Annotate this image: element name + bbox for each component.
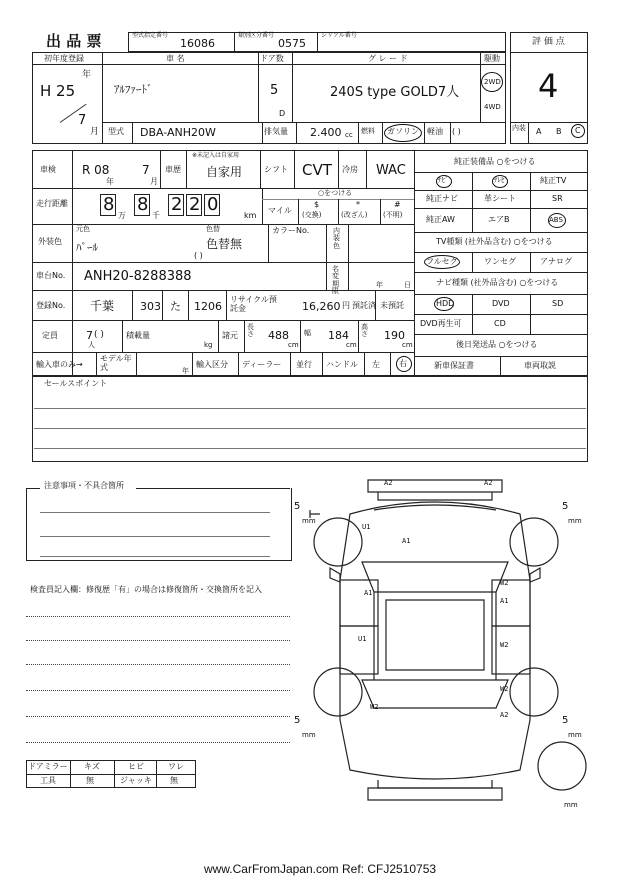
- damage-mark: A1: [500, 597, 509, 605]
- handle-left: 左: [372, 360, 380, 369]
- later-manual: 車両取説: [524, 361, 556, 370]
- inspection-label: 車検: [40, 165, 56, 174]
- height-value: 190: [384, 329, 405, 342]
- mileage-circle-note: ○をつける: [318, 189, 353, 197]
- color-original: ﾊﾟｰﾙ: [76, 241, 98, 254]
- reg-kana: た: [170, 300, 181, 313]
- serial-label: シリアル番号: [321, 32, 357, 39]
- nav-dvd-play: DVD再生可: [420, 319, 462, 328]
- chassis-value: ANH20-8288388: [84, 269, 192, 284]
- equip-abs: ABS: [549, 216, 563, 224]
- name-change-label: 名変期限: [332, 265, 339, 296]
- doc-title: 出 品 票: [46, 32, 102, 50]
- damage-mark: A2: [484, 479, 493, 487]
- dealer-option: ディーラー: [242, 360, 282, 369]
- first-reg-label: 初年度登録: [44, 54, 84, 63]
- load-label: 積載量: [126, 331, 150, 340]
- mileage-digit: 0: [207, 194, 219, 215]
- interior-b: B: [556, 127, 562, 136]
- mileage-digit: 2: [171, 194, 183, 215]
- equip-sunroof: SR: [552, 194, 563, 203]
- use-note: ※未記入は自家用: [192, 152, 240, 159]
- tv-one-seg: ワンセグ: [484, 257, 516, 266]
- reg-area: 千葉: [90, 299, 115, 313]
- damage-mark: A1: [402, 537, 411, 545]
- nav-hdd: HDD: [436, 299, 455, 308]
- dimension-label: 諸元: [222, 331, 238, 340]
- width-value: 184: [328, 329, 349, 342]
- nav-title: ナビ種類 (社外品含む) ○をつける: [436, 278, 559, 287]
- capacity-value: 7: [86, 329, 93, 342]
- damage-mark: W2: [500, 685, 509, 693]
- tools-jack-value: 無: [170, 776, 178, 785]
- later-warranty: 新車保証書: [434, 361, 474, 370]
- tools-header-crack: ヒビ: [128, 762, 144, 771]
- inspector-label: 検査員記入欄：修復歴「有」の場合は修復箇所・交換箇所を記入: [30, 585, 262, 594]
- class-no-label: 類別区分番号: [238, 32, 275, 39]
- shift-value: CVT: [302, 161, 332, 179]
- drive-2wd: 2WD: [484, 78, 501, 86]
- drive-4wd: 4WD: [484, 103, 501, 111]
- damage-mark: U1: [362, 523, 371, 531]
- watermark: www.CarFromJapan.com Ref: CFJ2510753: [203, 862, 437, 876]
- fuel-label: 燃料: [361, 127, 375, 135]
- equip-genuine-tv: 純正TV: [540, 176, 567, 185]
- tire-rl-depth: 5: [294, 715, 301, 726]
- damage-mark: A1: [364, 589, 373, 597]
- tv-analog: アナログ: [540, 257, 572, 266]
- doors-value: 5: [270, 83, 279, 98]
- equip-tv: ﾃﾚﾋﾞ: [494, 176, 508, 184]
- car-name: ｱﾙﾌｧｰﾄﾞ: [114, 83, 153, 96]
- caution-label: 注意事項・不具合箇所: [44, 481, 124, 490]
- model-no-label: 型式指定番号: [132, 32, 169, 39]
- chassis-label: 車台No.: [36, 271, 66, 280]
- color-label: 外装色: [38, 237, 62, 246]
- length-value: 488: [268, 329, 289, 342]
- recycle-deposited: 預託済: [352, 301, 376, 310]
- score-value: 4: [538, 67, 559, 105]
- interior-c: C: [575, 126, 581, 135]
- mileage-label: 走行距離: [36, 199, 68, 208]
- inspection-month: 7: [142, 163, 150, 177]
- damage-mark: W2: [500, 641, 509, 649]
- reg-number: 1206: [194, 300, 222, 313]
- doors-label: ドア数: [260, 54, 284, 63]
- type-label: 型式: [108, 127, 124, 136]
- equipment-title: 純正装備品 ○をつける: [454, 157, 536, 166]
- tv-full-seg: フルセグ: [426, 257, 458, 266]
- model-no-value: 16086: [180, 37, 215, 50]
- reg-class: 303: [140, 300, 161, 313]
- handle-right: 右: [399, 359, 407, 368]
- equip-nav: ﾅﾋﾞ: [438, 176, 449, 184]
- mileage-digit: 2: [189, 194, 201, 215]
- grade-value: 240S type GOLD7人: [330, 85, 460, 100]
- tools-tool-label: 工具: [40, 776, 56, 785]
- sales-point-label: セールスポイント: [44, 379, 108, 388]
- nav-cd: CD: [494, 319, 506, 328]
- import-label: 輸入車のみ→: [36, 360, 83, 369]
- fuel-gasoline: ガソリン: [387, 127, 419, 136]
- tv-title: TV種類 (社外品含む) ○をつける: [436, 237, 553, 246]
- tools-header-mirror: ドアミラー: [28, 762, 68, 771]
- equip-genuine-aw: 純正AW: [426, 215, 455, 224]
- nav-sd: SD: [552, 299, 564, 308]
- tire-spare-unit: mm: [564, 801, 578, 809]
- registration-label: 登録No.: [36, 301, 66, 310]
- tools-tool-value: 無: [86, 776, 94, 785]
- tire-fl-depth: 5: [294, 501, 301, 512]
- mileage-digit: 8: [137, 194, 149, 215]
- first-reg-era: H 25: [40, 82, 76, 100]
- recycle-label: リサイクル預託金: [230, 295, 277, 314]
- mileage-opt-exchange: (交換): [302, 211, 322, 219]
- inspection-era: R 08: [82, 163, 110, 177]
- tools-jack-label: ジャッキ: [120, 776, 152, 785]
- damage-mark: W2: [500, 579, 509, 587]
- car-name-label: 車 名: [166, 54, 185, 63]
- mileage-opt-unknown: (不明): [383, 211, 403, 219]
- parallel-option: 並行: [296, 360, 312, 369]
- tools-header-scratch: キズ: [84, 762, 100, 771]
- drive-label: 駆動: [484, 54, 500, 63]
- tire-fr-depth: 5: [562, 501, 569, 512]
- damage-mark: U1: [358, 635, 367, 643]
- car-damage-diagram: [290, 470, 590, 810]
- color-no-label: カラーNo.: [272, 226, 310, 235]
- equip-genuine-nav: 純正ナビ: [426, 194, 458, 203]
- first-reg-month: 7: [78, 113, 87, 128]
- equip-airbag: エアB: [488, 215, 510, 224]
- ac-label: 冷房: [342, 165, 358, 174]
- interior-a: A: [536, 127, 542, 136]
- recycle-not-deposited: 未預託: [380, 301, 404, 310]
- displacement-value: 2.400: [310, 126, 342, 139]
- handle-label: ハンドル: [326, 360, 358, 369]
- damage-mark: A2: [500, 711, 509, 719]
- score-label: 評 価 点: [532, 37, 565, 47]
- capacity-label: 定員: [42, 331, 58, 340]
- grade-label: グ レ ー ド: [368, 54, 408, 63]
- color-current: 色替無: [206, 237, 243, 251]
- nav-dvd: DVD: [492, 299, 510, 308]
- use-label: 車歴: [165, 165, 181, 174]
- interior-color-label: 内装色: [333, 227, 340, 250]
- model-year-label: モデル年式: [100, 354, 132, 372]
- later-title: 後日発送品 ○をつける: [456, 340, 538, 349]
- door-type: D: [279, 109, 286, 118]
- damage-mark: W2: [370, 703, 379, 711]
- fuel-diesel-label: 軽油: [427, 127, 443, 136]
- class-no-value: 0575: [278, 37, 306, 50]
- equip-leather: 革シート: [484, 194, 516, 203]
- mileage-digit: 8: [103, 194, 115, 215]
- mileage-opt-mile: マイル: [268, 206, 292, 215]
- shift-label: シフト: [264, 165, 288, 174]
- displacement-label: 排気量: [264, 127, 288, 136]
- interior-label: 内装: [512, 124, 526, 132]
- tire-rr-depth: 5: [562, 715, 569, 726]
- mileage-opt-altered: (改ざん): [341, 211, 368, 219]
- type-value: DBA-ANH20W: [140, 126, 216, 139]
- damage-mark: A2: [384, 479, 393, 487]
- sales-point-box: [32, 376, 588, 462]
- recycle-value: 16,260: [302, 300, 341, 313]
- import-div-label: 輸入区分: [196, 360, 228, 369]
- ac-value: WAC: [376, 163, 406, 178]
- tools-header-break: ワレ: [168, 762, 184, 771]
- use-value: 自家用: [206, 165, 243, 179]
